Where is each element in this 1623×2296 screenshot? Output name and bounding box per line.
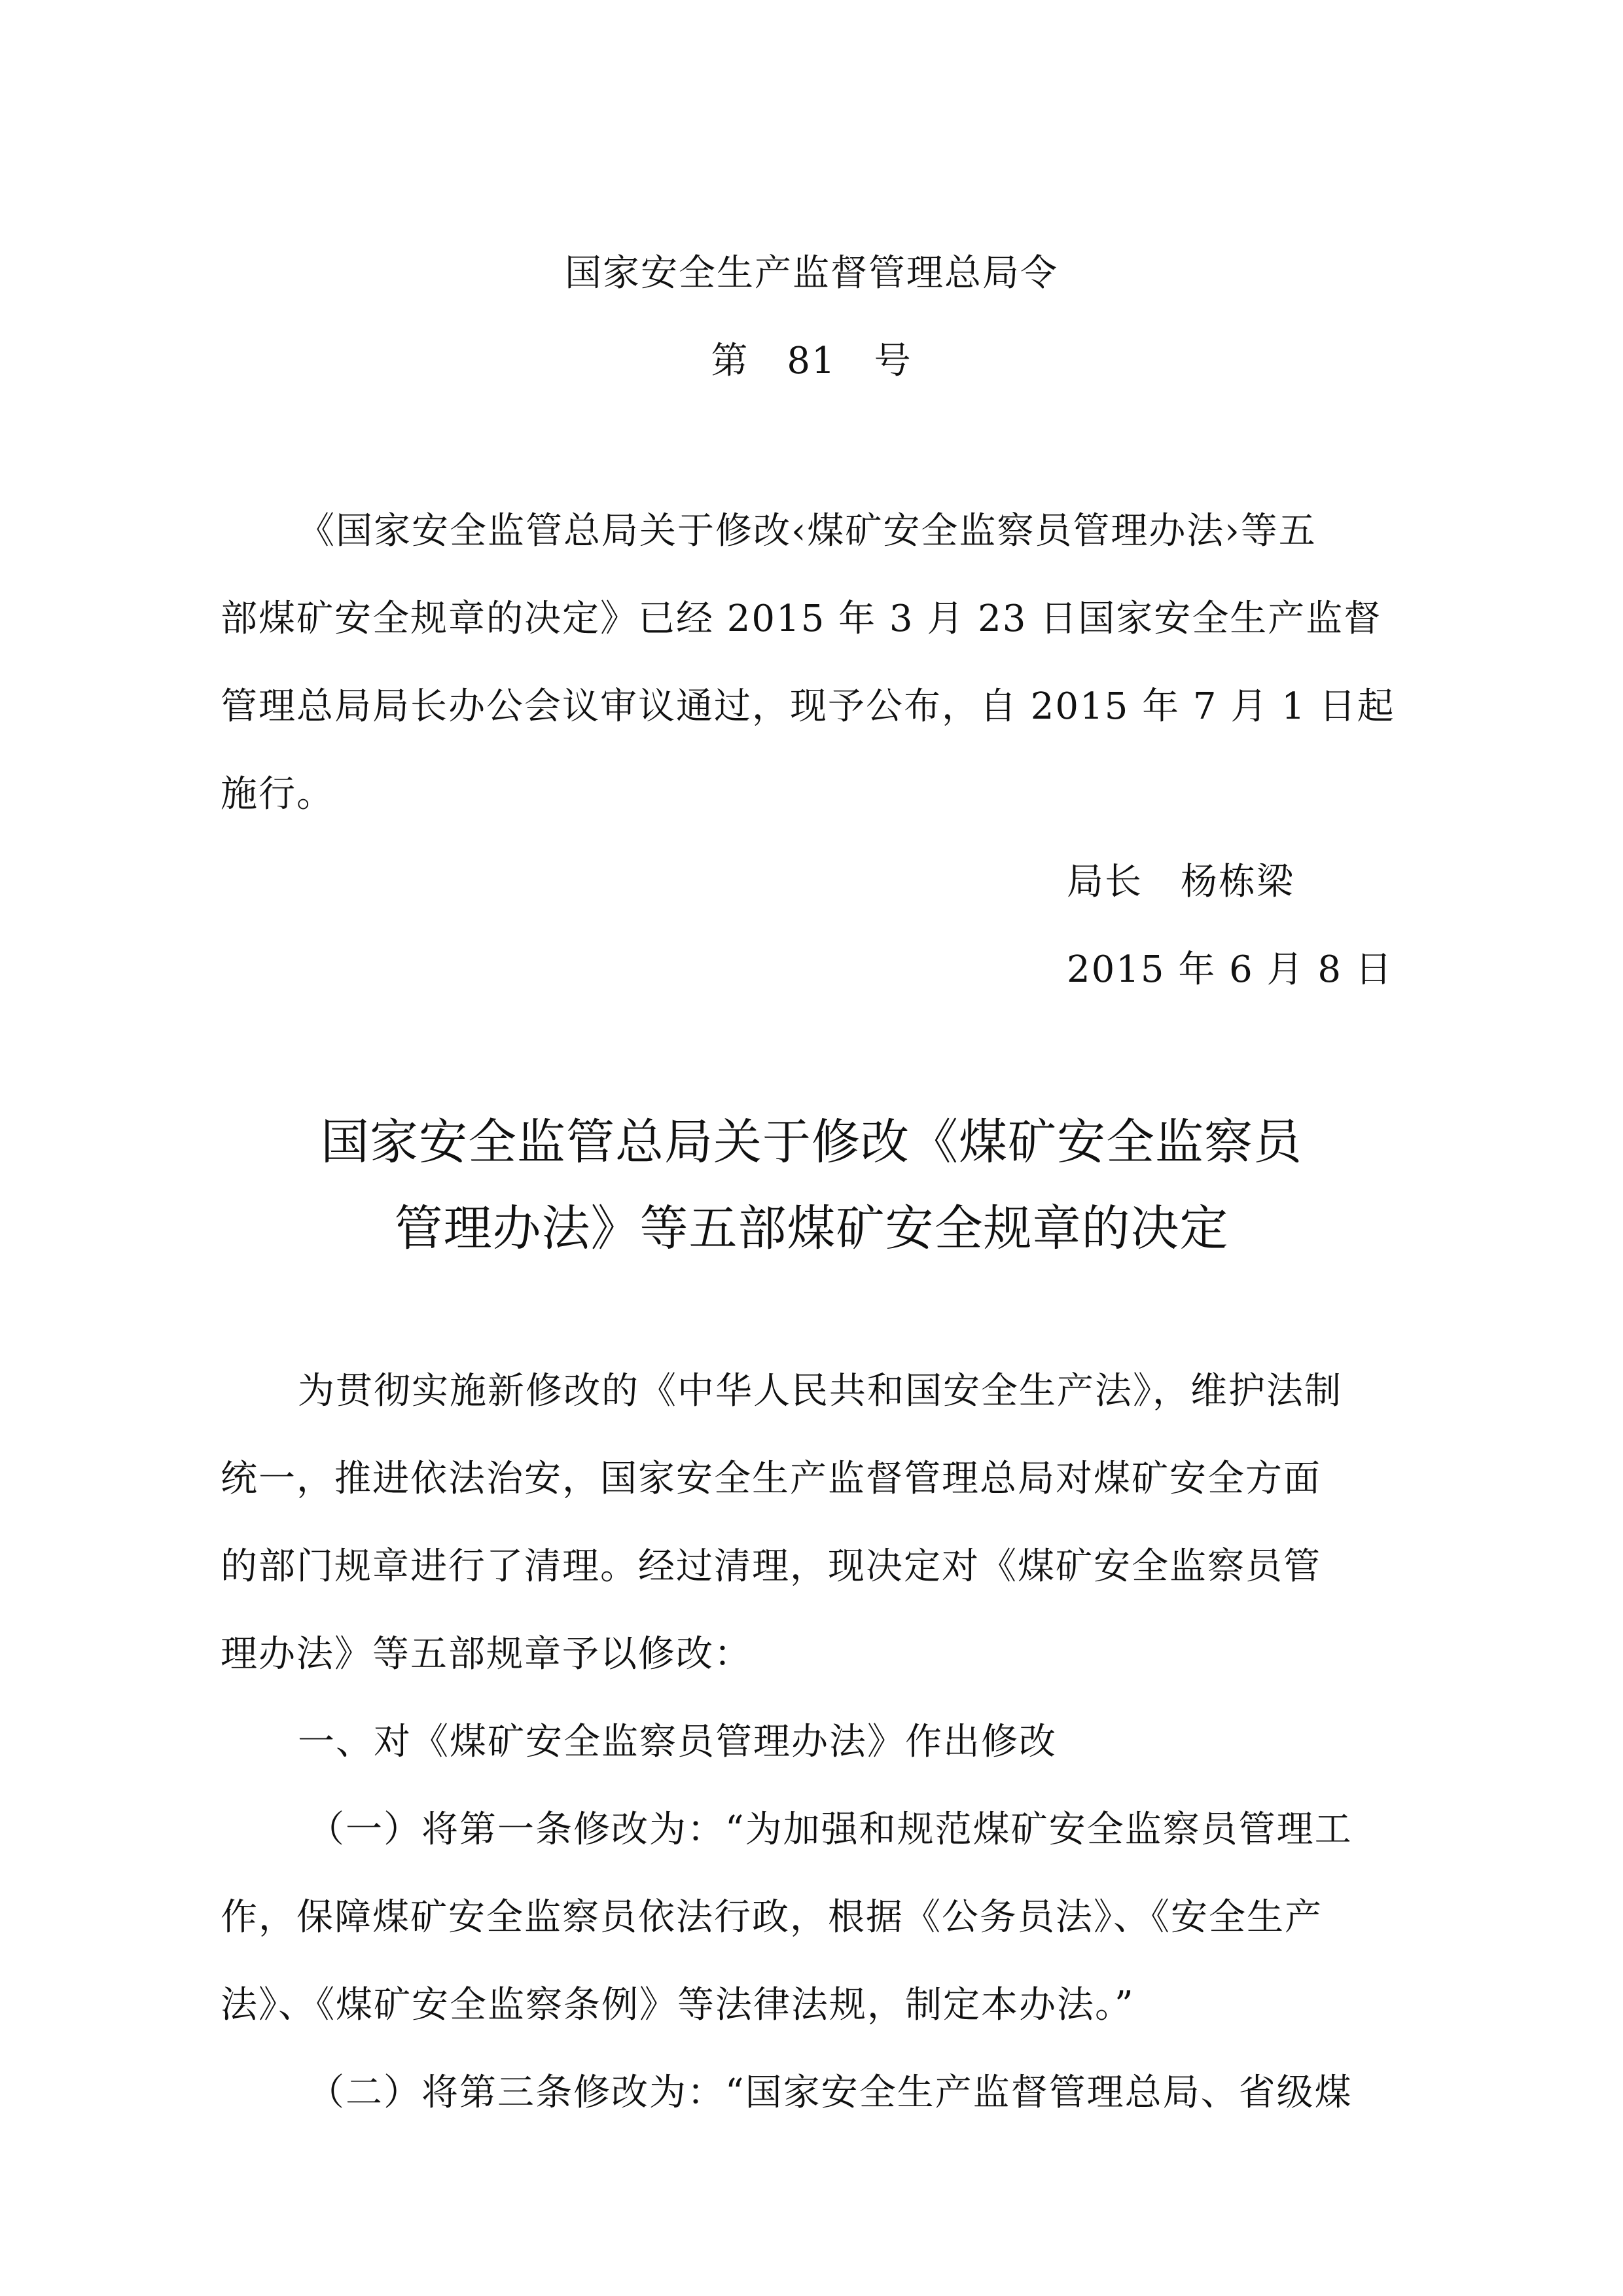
- order-number: 第 81 号: [711, 340, 912, 382]
- promulgation-line: 部煤矿安全规章的决定》已经 2015 年 3 月 23 日国家安全生产监督: [221, 598, 1382, 640]
- intro-line: 为贯彻实施新修改的《中华人民共和国安全生产法》，维护法制: [298, 1370, 1342, 1412]
- promulgation-line: 管理总局局长办公会议审议通过，现予公布，自 2015 年 7 月 1 日起: [221, 685, 1395, 728]
- order-title: 国家安全生产监督管理总局令: [565, 252, 1058, 295]
- item-line: （一）将第一条修改为：“为加强和规范煤矿安全监察员管理工: [308, 1808, 1353, 1851]
- promulgation-line: 《国家安全监管总局关于修改‹煤矿安全监察员管理办法›等五: [298, 510, 1317, 552]
- intro-line: 统一，推进依法治安，国家安全生产监督管理总局对煤矿安全方面: [221, 1458, 1321, 1500]
- signature-date: 2015 年 6 月 8 日: [1067, 948, 1393, 991]
- promulgation-line: 施行。: [221, 773, 334, 816]
- signatory: 局长 杨栋梁: [1067, 861, 1294, 903]
- section-heading: 一、对《煤矿安全监察员管理办法》作出修改: [298, 1721, 1057, 1763]
- decision-title-line-2: 管理办法》等五部煤矿安全规章的决定: [394, 1200, 1229, 1257]
- intro-line: 理办法》等五部规章予以修改：: [221, 1633, 752, 1676]
- item-line: 作，保障煤矿安全监察员依法行政，根据《公务员法》、《安全生产: [221, 1896, 1323, 1939]
- item-line: 法》、《煤矿安全监察条例》等法律法规，制定本办法。”: [221, 1984, 1135, 2026]
- decision-title-line-1: 国家安全监管总局关于修改《煤矿安全监察员: [321, 1114, 1302, 1170]
- item-line: （二）将第三条修改为：“国家安全生产监督管理总局、省级煤: [308, 2072, 1353, 2114]
- intro-line: 的部门规章进行了清理。经过清理，现决定对《煤矿安全监察员管: [221, 1545, 1321, 1588]
